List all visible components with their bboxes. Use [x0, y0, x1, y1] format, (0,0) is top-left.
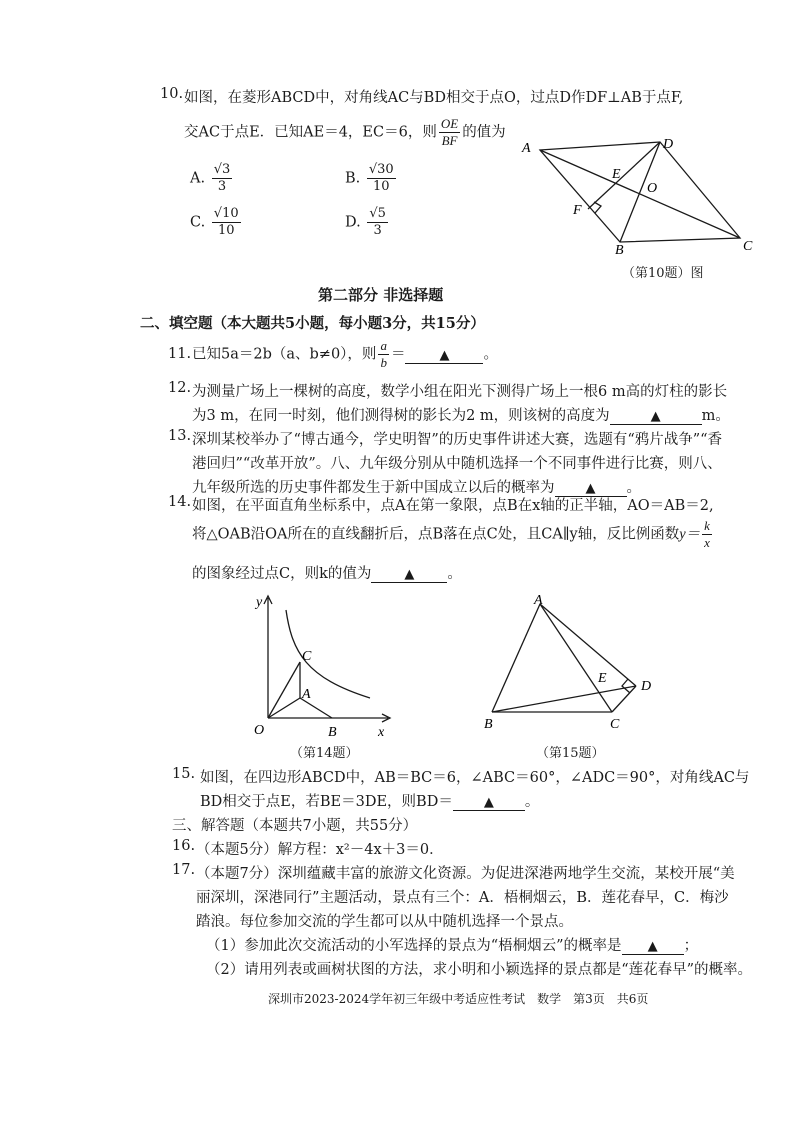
q13-line2: 港回归”“改革开放”。八、九年级分别从中随机选择一个不同事件进行比赛，则八、: [192, 456, 722, 472]
q11-frac-den: b: [380, 355, 387, 370]
q17-sub1-answer-blank[interactable]: [622, 938, 684, 955]
q10-label-f: F: [573, 203, 582, 218]
q10-label-d: D: [663, 137, 674, 152]
q17-line3: 踏浪。每位参加交流的学生都可以从中随机选择一个景点。: [196, 914, 573, 930]
q15-figure-caption: （第15题）: [536, 746, 605, 761]
q10-figure-caption: （第10题）图: [622, 266, 704, 281]
q17-sub1-tail: ；: [683, 938, 699, 954]
option-a-num: √3: [213, 162, 231, 177]
option-c-den: 10: [217, 223, 235, 238]
q10-label-e: E: [612, 167, 621, 182]
q10-line2-text: 交AC于点E．已知AE＝4，EC＝6，则: [184, 124, 437, 141]
segment-oc: [268, 662, 300, 718]
q14-line3-text: 的图象经过点C，则k的值为: [192, 566, 372, 582]
option-b-label: B.: [345, 170, 361, 187]
segment-ac: [540, 604, 612, 712]
q11-number: 11.: [168, 346, 192, 362]
q15-label-a: A: [534, 593, 543, 608]
option-d-den: 3: [373, 223, 382, 238]
q14-frac-num: k: [704, 518, 710, 533]
q17-sub1-text: （1）参加此次交流活动的小军选择的景点为“梧桐烟云”的概率是: [206, 938, 622, 954]
q10-option-c: [190, 206, 243, 239]
q10-label-a: A: [522, 141, 531, 156]
q15-quadrilateral-figure: [478, 590, 668, 740]
q15-tail: 。: [524, 794, 540, 810]
q14-label-a: A: [302, 687, 311, 702]
q13-tail: 。: [626, 480, 641, 496]
diagonal-ac: [540, 150, 740, 238]
q14-label-o: O: [254, 723, 265, 738]
segment-bd: [492, 686, 636, 712]
q13-line1: 深圳某校举办了“博古通今，学史明智”的历史事件讲述大赛，选题有“鸦片战争”“香: [192, 432, 723, 448]
q11-frac-num: a: [380, 338, 387, 353]
option-c-num: √10: [213, 206, 239, 221]
q14-label-b: B: [328, 725, 337, 738]
option-d-num: √5: [369, 206, 386, 221]
q10-frac-num: OE: [440, 116, 459, 131]
hyperbola-curve: [286, 610, 370, 698]
q10-ratio-fraction: [439, 116, 460, 149]
q10-number: 10.: [160, 86, 184, 102]
q14-label-x: x: [378, 725, 385, 738]
q10-frac-den: BF: [441, 133, 458, 148]
segment-ad: [540, 604, 636, 686]
q14-answer-blank[interactable]: [371, 566, 447, 583]
q15-label-e: E: [598, 671, 607, 686]
q17-line1: （本题7分）深圳蕴藏丰富的旅游文化资源。为促进深港两地学生交流，某校开展“美: [196, 866, 735, 882]
q10-option-b: [345, 162, 398, 195]
q12-line1: 为测量广场上一棵树的高度，数学小组在阳光下测得广场上一根6 m高的灯柱的影长: [192, 384, 728, 400]
blank-marker-icon: ▲: [439, 347, 450, 363]
q14-label-y: y: [256, 595, 263, 610]
q13-number: 13.: [168, 428, 192, 444]
q15-number: 15.: [172, 766, 196, 782]
option-b-den: 10: [373, 179, 390, 194]
q11-line: 已知5a＝2b（a、b≠0），则 $\frac{a}{b}$ ＝ ▲ 。: [192, 338, 498, 370]
q14-line2-text: 将△OAB沿OA所在的直线翻折后，点B落在点C处，且CA∥y轴，反比例函数: [192, 526, 680, 543]
q14-figure-caption: （第14题）: [290, 746, 359, 761]
blank-marker-icon: ▲: [585, 481, 596, 496]
option-d-label: D.: [345, 214, 361, 231]
q11-text: 已知5a＝2b（a、b≠0），则: [192, 346, 377, 363]
q14-label-c: C: [302, 649, 312, 664]
blank-marker-icon: ▲: [647, 939, 658, 954]
right-angle-mark: [622, 679, 630, 693]
q10-option-a: [190, 162, 234, 195]
q14-line2: [192, 518, 714, 551]
q10-line2-tail: 的值为: [462, 124, 506, 141]
q15-answer-blank[interactable]: [453, 794, 525, 811]
q10-rhombus-figure: [515, 130, 765, 260]
q17-sub2: （2）请用列表或画树状图的方法，求小明和小颖选择的景点都是“莲花春早”的概率。: [206, 962, 753, 978]
q12-number: 12.: [168, 380, 192, 396]
q14-number: 14.: [168, 494, 192, 510]
q16-number: 16.: [172, 838, 196, 854]
option-a-den: 3: [217, 179, 227, 194]
q17-line2: 丽深圳，深港同行”主题活动，景点有三个：A．梧桐烟云，B．莲花春早，C．梅沙: [196, 890, 729, 906]
q14-fn-lhs: y＝: [679, 526, 701, 543]
q17-sub1: [206, 934, 698, 955]
segment-ab: [492, 604, 540, 712]
blank-marker-icon: ▲: [404, 567, 415, 582]
q10-line1: 如图，在菱形ABCD中，对角线AC与BD相交于点O，过点D作DF⊥AB于点F,: [184, 90, 684, 106]
q15-label-d: D: [641, 679, 652, 694]
blank-marker-icon: ▲: [650, 409, 661, 424]
right-angle-mark: [594, 202, 601, 213]
q14-coordinate-figure: [248, 590, 398, 738]
q14-tail: 。: [447, 566, 462, 582]
blank-marker-icon: ▲: [483, 795, 494, 810]
q14-frac-den: x: [704, 535, 710, 550]
option-c-label: C.: [190, 214, 206, 231]
section3-heading: 三、解答题（本题共7小题，共55分）: [172, 818, 418, 834]
q10-label-c: C: [743, 239, 753, 254]
q10-line2: [184, 116, 506, 149]
q16-text: （本题5分）解方程：x²－4x＋3＝0．: [196, 842, 444, 858]
q12-line2-text: 为3 m，在同一时刻，他们测得树的影长为2 m，则该树的高度为: [192, 408, 610, 424]
q15-line2: [200, 790, 539, 811]
page-footer: 深圳市2023-2024学年初三年级中考适应性考试 数学 第3页 共6页: [268, 992, 649, 1006]
q11-tail: 。: [483, 346, 498, 363]
option-a-label: A.: [190, 170, 206, 187]
section2-heading: 二、填空题（本大题共5小题，每小题3分，共15分）: [140, 315, 485, 332]
option-b-num: √30: [368, 162, 394, 177]
q14-line3: [192, 562, 462, 583]
q17-number: 17.: [172, 862, 196, 878]
q10-label-b: B: [615, 243, 624, 258]
part2-title: 第二部分 非选择题: [318, 286, 444, 304]
q11-answer-blank[interactable]: [405, 347, 483, 364]
q10-label-o: O: [647, 181, 658, 196]
q15-label-b: B: [484, 717, 493, 732]
q12-answer-blank[interactable]: [610, 408, 702, 425]
q12-tail: m。: [701, 408, 730, 424]
q13-line3-text: 九年级所选的历史事件都发生于新中国成立以后的概率为: [192, 480, 555, 496]
q15-label-c: C: [610, 717, 620, 732]
q10-option-d: [345, 206, 390, 239]
q12-line2: [192, 404, 730, 425]
q14-line1: 如图，在平面直角坐标系中，点A在第一象限，点B在x轴的正半轴，AO＝AB＝2,: [192, 498, 714, 514]
q15-line2-text: BD相交于点E，若BE＝3DE，则BD＝: [200, 794, 453, 810]
q15-line1: 如图，在四边形ABCD中，AB＝BC＝6，∠ABC＝60°，∠ADC＝90°，对角线AC与: [200, 770, 750, 786]
